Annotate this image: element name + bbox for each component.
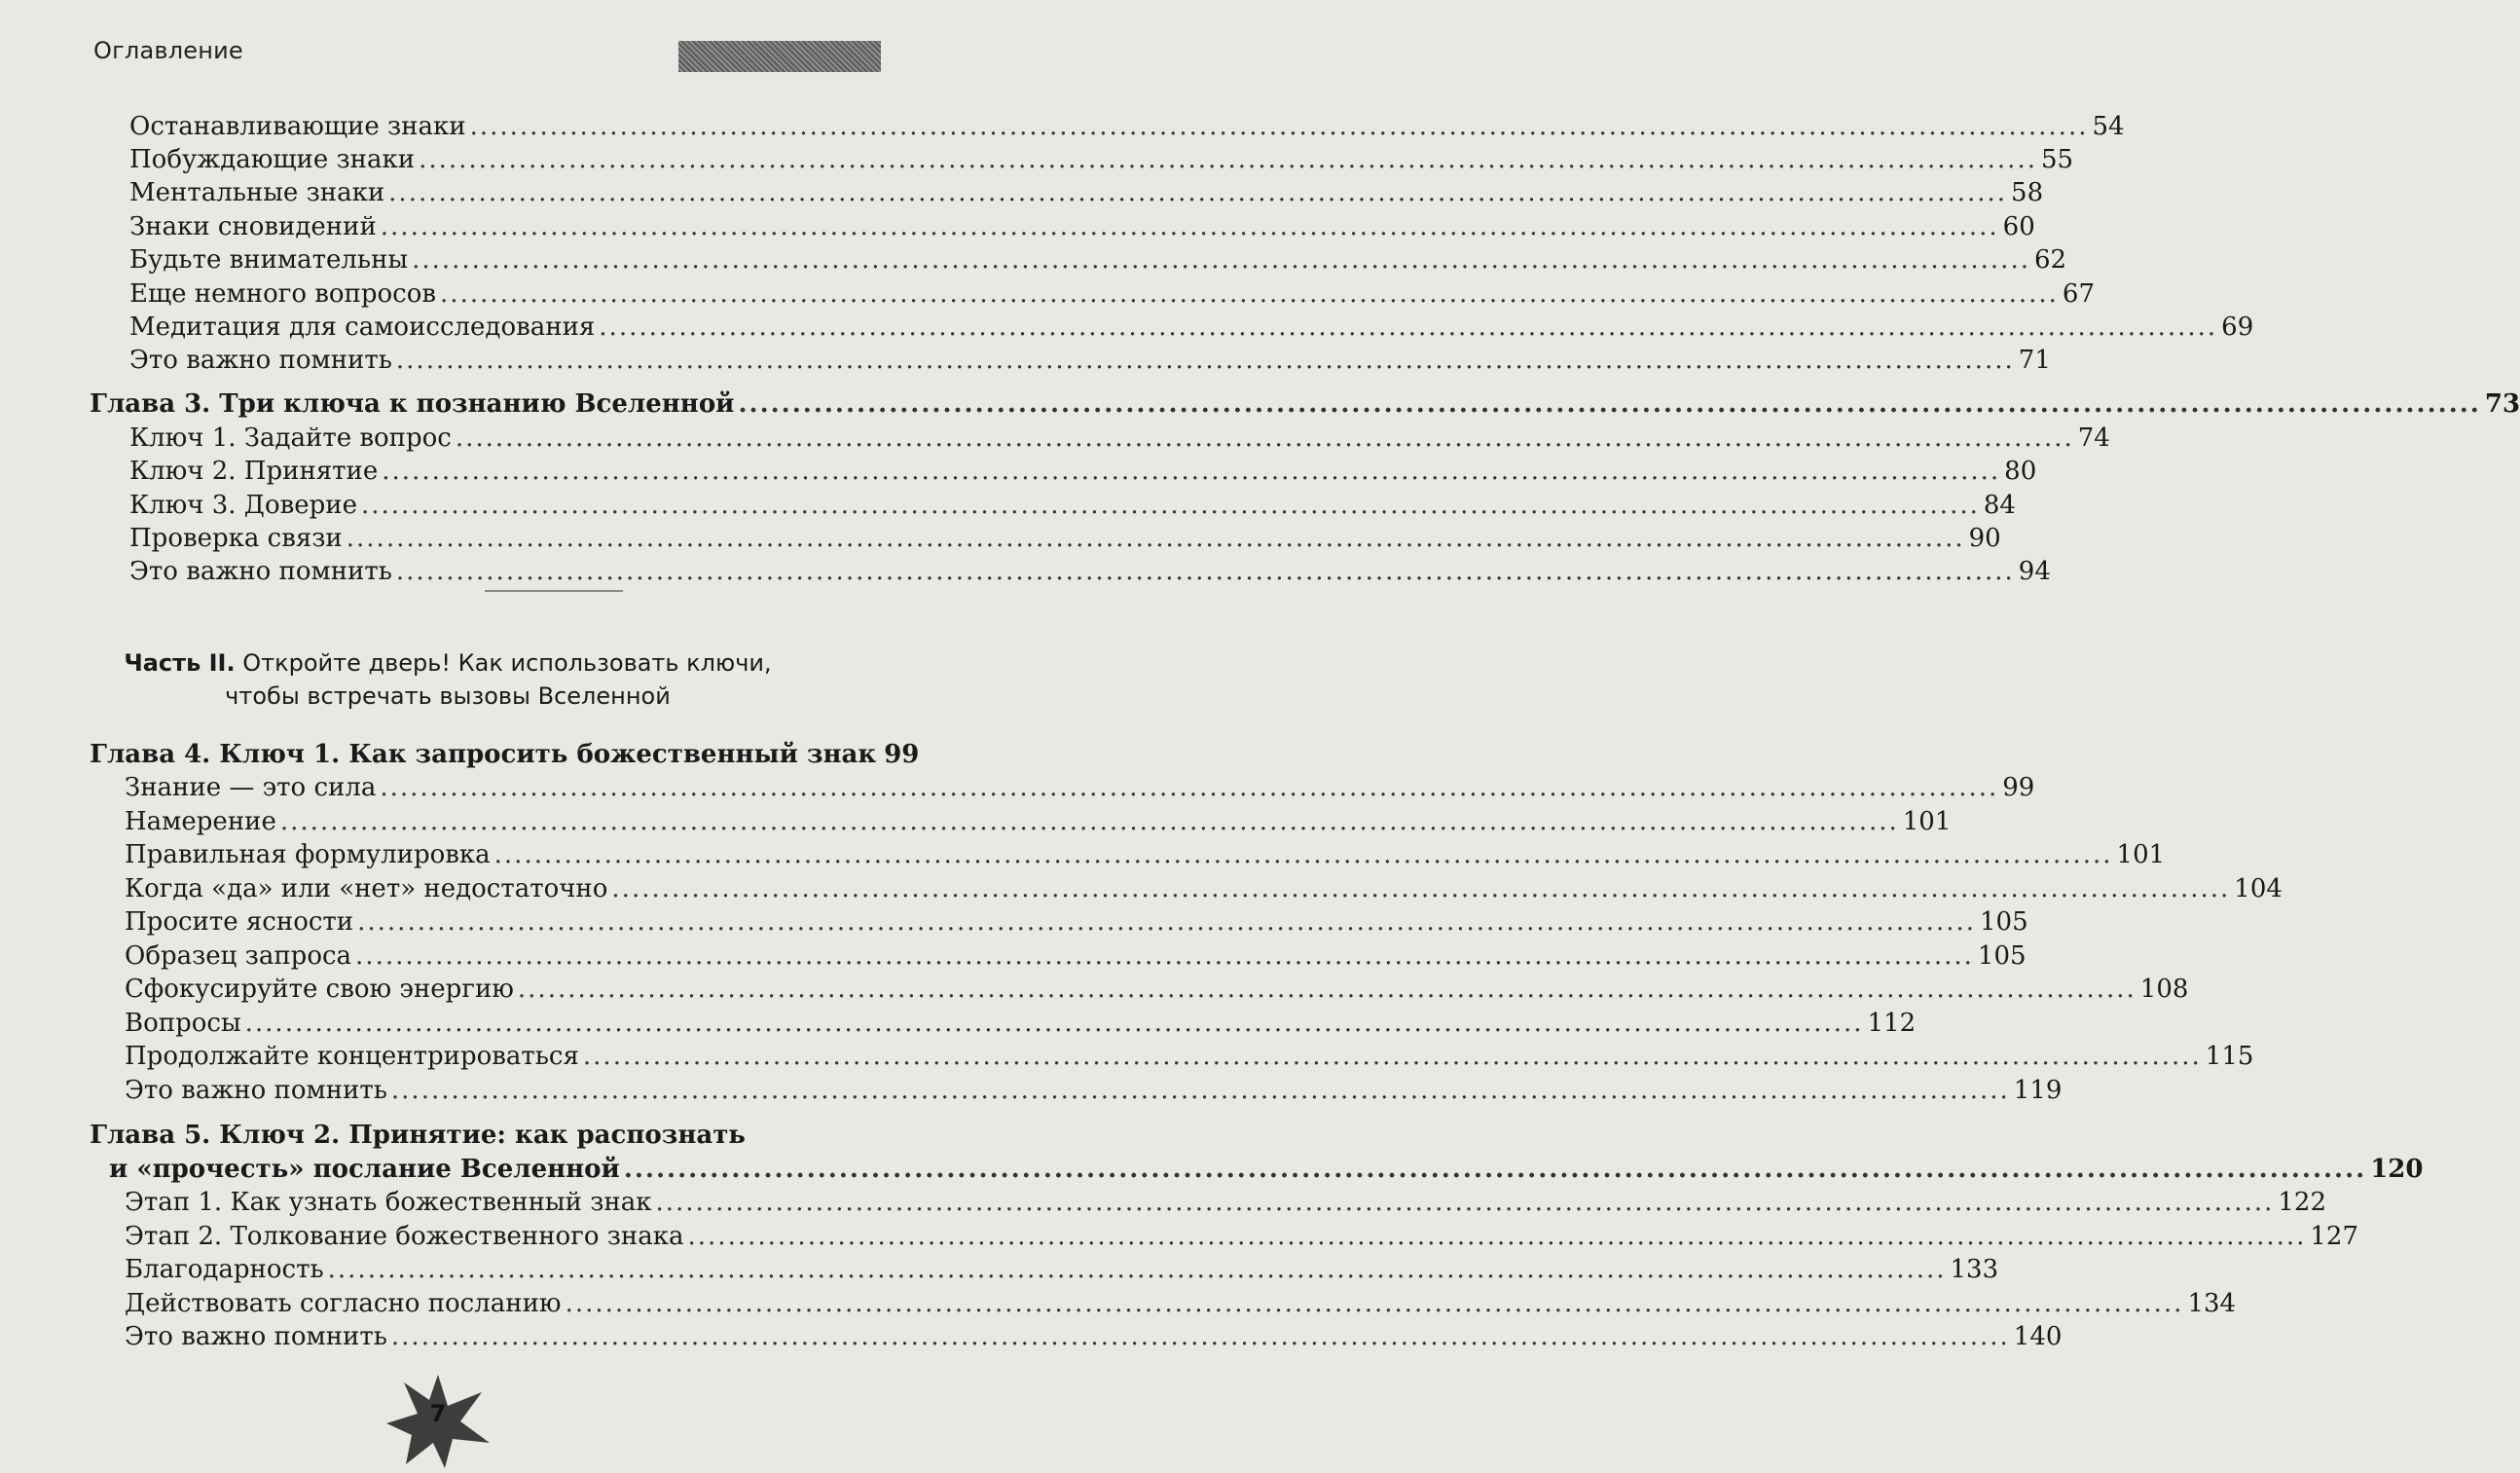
toc-entry: Образец запроса ..... 105: [125, 939, 794, 973]
toc-entry: Вопросы ..... 112: [125, 1007, 794, 1040]
toc-entry: Этап 2. Толкование божественного знака ..... 127: [125, 1220, 794, 1253]
toc-entry: Ключ 1. Задайте вопрос ..... 74: [129, 422, 794, 455]
toc-entry: Знаки сновидений ..... 60: [129, 210, 794, 243]
toc-entry: Ключ 2. Принятие ..... 80: [129, 455, 794, 488]
part-title-line-1: Откройте дверь! Как использовать ключи,: [242, 649, 772, 677]
toc-entry: Останавливающие знаки ..... 54: [129, 110, 794, 143]
toc-entry: Побуждающие знаки ..... 55: [129, 143, 794, 176]
toc-chapter: Глава 5. Ключ 2. Принятие: как распознать: [90, 1121, 746, 1150]
part-label: Часть II.: [124, 649, 236, 677]
toc-chapter: Глава 3. Три ключа к познанию Вселенной ..... 73: [90, 387, 794, 421]
header-decor-bar: [678, 41, 881, 72]
toc-entry: Еще немного вопросов ..... 67: [129, 277, 794, 311]
part-heading-line-2: [88, 680, 808, 713]
toc-entry: Когда «да» или «нет» недостаточно ..... 104: [125, 872, 794, 905]
toc-chapter-continued: и «прочесть» послание Вселенной ..... 120: [109, 1153, 794, 1186]
part-heading: [88, 646, 808, 680]
toc-entry: Это важно помнить ..... 119: [125, 1074, 794, 1107]
toc-entry: Правильная формулировка ..... 101: [125, 838, 794, 871]
toc-entry: Просите ясности ..... 105: [125, 905, 794, 939]
toc-entry: Это важно помнить ..... 71: [129, 344, 794, 377]
toc-entry: Сфокусируйте свою энергию ..... 108: [125, 973, 794, 1006]
toc-entry: Благодарность ..... 133: [125, 1253, 794, 1286]
toc-entry: Этап 1. Как узнать божественный знак ..... 122: [125, 1186, 794, 1219]
page-number-badge: [384, 1373, 492, 1470]
toc-entry: Действовать согласно посланию ..... 134: [125, 1287, 794, 1320]
running-header: Оглавление: [93, 37, 243, 64]
toc-entry: Проверка связи ..... 90: [129, 522, 794, 555]
toc-chapter: Глава 4. Ключ 1. Как запросить божественный знак 99: [90, 740, 920, 769]
toc-entry: Это важно помнить ..... 94: [129, 555, 794, 588]
toc-entry: Продолжайте концентрироваться ..... 115: [125, 1040, 794, 1073]
page-number: 7: [429, 1400, 447, 1427]
toc-entry: Ключ 3. Доверие ..... 84: [129, 489, 794, 522]
toc-entry: Медитация для самоисследования ..... 69: [129, 311, 794, 344]
toc-entry: Это важно помнить ..... 140: [125, 1320, 794, 1353]
toc-entry: Ментальные знаки ..... 58: [129, 176, 794, 209]
part-title-line-2: чтобы встречать вызовы Вселенной: [225, 682, 671, 710]
toc-entry: Будьте внимательны ..... 62: [129, 243, 794, 276]
divider-line: [485, 590, 623, 592]
toc-entry: Намерение ..... 101: [125, 805, 794, 838]
toc-entry: Знание — это сила ..... 99: [125, 771, 794, 804]
